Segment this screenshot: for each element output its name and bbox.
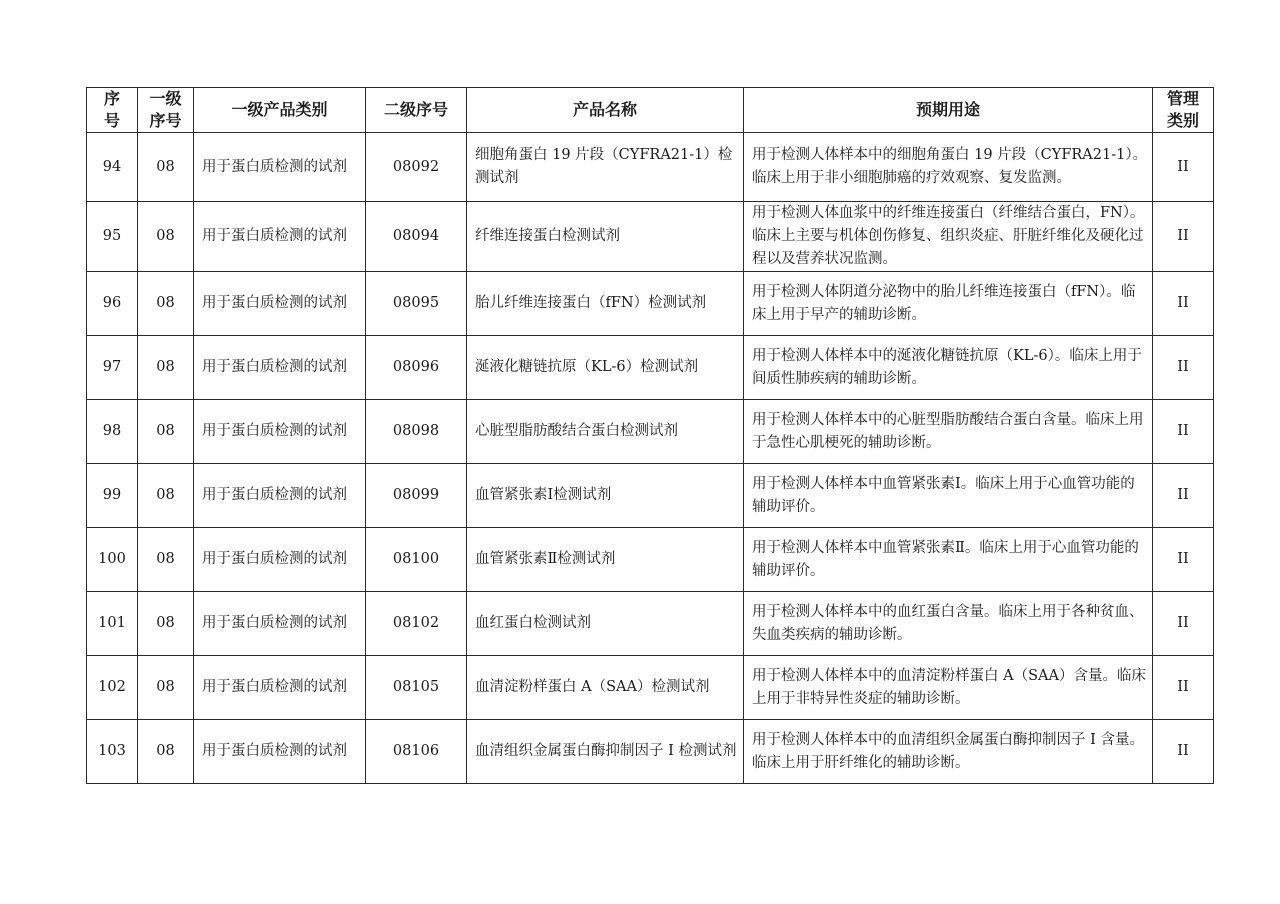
- table-row: [87, 400, 1214, 464]
- cell-level2-seq: 08098: [366, 400, 467, 464]
- cell-intended-use: 用于检测人体样本中的心脏型脂肪酸结合蛋白含量。临床上用于急性心肌梗死的辅助诊断。: [744, 400, 1153, 464]
- cell-level2-seq: 08100: [366, 528, 467, 592]
- cell-seq: 98: [87, 400, 138, 464]
- cell-level1-seq: 08: [138, 133, 194, 202]
- cell-intended-use: 用于检测人体样本中的血清组织金属蛋白酶抑制因子 I 含量。临床上用于肝纤维化的辅助诊断。: [744, 720, 1153, 784]
- cell-level2-seq: 08106: [366, 720, 467, 784]
- cell-seq: 96: [87, 272, 138, 336]
- cell-intended-use: 用于检测人体阴道分泌物中的胎儿纤维连接蛋白（fFN）。临床上用于早产的辅助诊断。: [744, 272, 1153, 336]
- cell-intended-use: 用于检测人体样本中血管紧张素Ⅰ。临床上用于心血管功能的辅助评价。: [744, 464, 1153, 528]
- cell-level2-seq: 08102: [366, 592, 467, 656]
- cell-seq: 103: [87, 720, 138, 784]
- cell-level1-seq: 08: [138, 720, 194, 784]
- cell-level1-seq: 08: [138, 656, 194, 720]
- cell-seq: 97: [87, 336, 138, 400]
- cell-mgmt-class: II: [1153, 528, 1214, 592]
- cell-level2-seq: 08099: [366, 464, 467, 528]
- cell-level1-seq: 08: [138, 336, 194, 400]
- cell-intended-use: 用于检测人体血浆中的纤维连接蛋白（纤维结合蛋白，FN）。临床上主要与机体创伤修复、组织炎症、肝脏纤维化及硬化过程以及营养状况监测。: [744, 202, 1153, 272]
- cell-product-name: 血清淀粉样蛋白 A（SAA）检测试剂: [467, 656, 744, 720]
- cell-level1-seq: 08: [138, 592, 194, 656]
- cell-level1-category: 用于蛋白质检测的试剂: [194, 720, 366, 784]
- cell-level2-seq: 08096: [366, 336, 467, 400]
- cell-seq: 102: [87, 656, 138, 720]
- cell-product-name: 血红蛋白检测试剂: [467, 592, 744, 656]
- cell-intended-use: 用于检测人体样本中血管紧张素Ⅱ。临床上用于心血管功能的辅助评价。: [744, 528, 1153, 592]
- cell-mgmt-class: II: [1153, 133, 1214, 202]
- table-row: [87, 133, 1214, 202]
- cell-level1-seq: 08: [138, 272, 194, 336]
- header-product-name: 产品名称: [467, 88, 744, 133]
- cell-product-name: 纤维连接蛋白检测试剂: [467, 202, 744, 272]
- cell-level1-category: 用于蛋白质检测的试剂: [194, 272, 366, 336]
- table-row: [87, 202, 1214, 272]
- cell-mgmt-class: II: [1153, 720, 1214, 784]
- cell-product-name: 血管紧张素Ⅱ检测试剂: [467, 528, 744, 592]
- header-level1-seq: 一级序号: [138, 88, 194, 133]
- cell-level1-seq: 08: [138, 528, 194, 592]
- table-row: [87, 528, 1214, 592]
- cell-mgmt-class: II: [1153, 202, 1214, 272]
- header-level1-category: 一级产品类别: [194, 88, 366, 133]
- cell-seq: 95: [87, 202, 138, 272]
- cell-mgmt-class: II: [1153, 592, 1214, 656]
- cell-level1-category: 用于蛋白质检测的试剂: [194, 464, 366, 528]
- cell-level2-seq: 08094: [366, 202, 467, 272]
- cell-product-name: 血管紧张素Ⅰ检测试剂: [467, 464, 744, 528]
- cell-level1-category: 用于蛋白质检测的试剂: [194, 133, 366, 202]
- header-mgmt-class: 管理类别: [1153, 88, 1214, 133]
- cell-seq: 94: [87, 133, 138, 202]
- product-catalog-table: [86, 87, 1214, 784]
- header-seq: 序号: [87, 88, 138, 133]
- cell-product-name: 血清组织金属蛋白酶抑制因子 I 检测试剂: [467, 720, 744, 784]
- cell-level2-seq: 08105: [366, 656, 467, 720]
- cell-level1-seq: 08: [138, 202, 194, 272]
- cell-intended-use: 用于检测人体样本中的血红蛋白含量。临床上用于各种贫血、失血类疾病的辅助诊断。: [744, 592, 1153, 656]
- cell-seq: 100: [87, 528, 138, 592]
- cell-intended-use: 用于检测人体样本中的细胞角蛋白 19 片段（CYFRA21-1）。临床上用于非小细胞肺癌的疗效观察、复发监测。: [744, 133, 1153, 202]
- cell-intended-use: 用于检测人体样本中的涎液化糖链抗原（KL-6）。临床上用于间质性肺疾病的辅助诊断。: [744, 336, 1153, 400]
- cell-mgmt-class: II: [1153, 272, 1214, 336]
- cell-mgmt-class: II: [1153, 400, 1214, 464]
- cell-level2-seq: 08095: [366, 272, 467, 336]
- cell-level1-category: 用于蛋白质检测的试剂: [194, 528, 366, 592]
- cell-level1-seq: 08: [138, 464, 194, 528]
- cell-mgmt-class: II: [1153, 464, 1214, 528]
- table-row: [87, 464, 1214, 528]
- cell-product-name: 心脏型脂肪酸结合蛋白检测试剂: [467, 400, 744, 464]
- table-row: [87, 656, 1214, 720]
- header-level2-seq: 二级序号: [366, 88, 467, 133]
- cell-level1-category: 用于蛋白质检测的试剂: [194, 202, 366, 272]
- cell-seq: 99: [87, 464, 138, 528]
- cell-intended-use: 用于检测人体样本中的血清淀粉样蛋白 A（SAA）含量。临床上用于非特异性炎症的辅助诊断。: [744, 656, 1153, 720]
- cell-product-name: 胎儿纤维连接蛋白（fFN）检测试剂: [467, 272, 744, 336]
- cell-level1-category: 用于蛋白质检测的试剂: [194, 336, 366, 400]
- table-row: [87, 720, 1214, 784]
- cell-product-name: 涎液化糖链抗原（KL-6）检测试剂: [467, 336, 744, 400]
- cell-product-name: 细胞角蛋白 19 片段（CYFRA21-1）检测试剂: [467, 133, 744, 202]
- table-row: [87, 336, 1214, 400]
- table-row: [87, 592, 1214, 656]
- cell-level1-category: 用于蛋白质检测的试剂: [194, 656, 366, 720]
- cell-seq: 101: [87, 592, 138, 656]
- header-intended-use: 预期用途: [744, 88, 1153, 133]
- cell-level1-category: 用于蛋白质检测的试剂: [194, 592, 366, 656]
- cell-level1-category: 用于蛋白质检测的试剂: [194, 400, 366, 464]
- header-row: [87, 88, 1214, 133]
- table-row: [87, 272, 1214, 336]
- cell-level1-seq: 08: [138, 400, 194, 464]
- cell-mgmt-class: II: [1153, 336, 1214, 400]
- cell-mgmt-class: II: [1153, 656, 1214, 720]
- cell-level2-seq: 08092: [366, 133, 467, 202]
